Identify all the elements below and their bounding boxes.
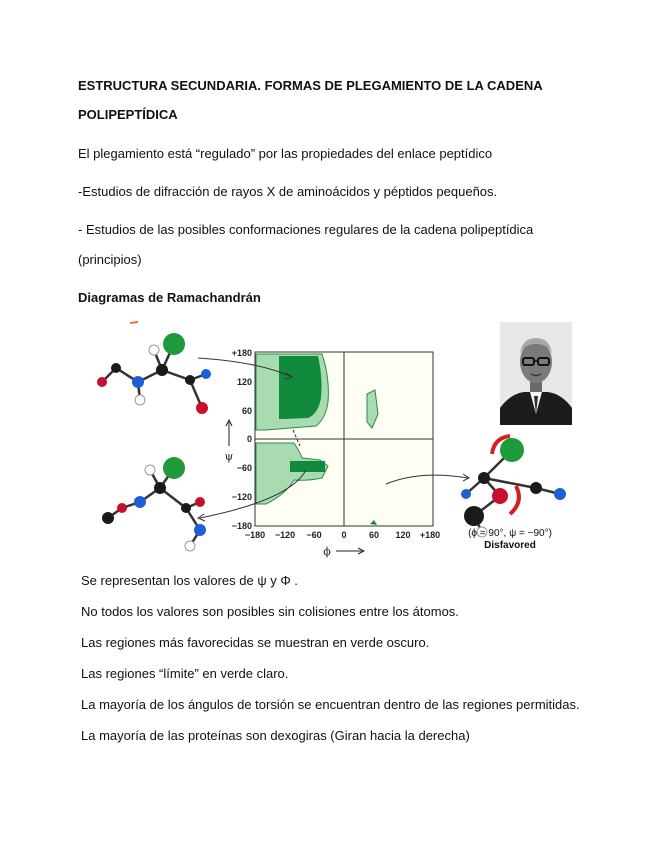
title-line-1: ESTRUCTURA SECUNDARIA. FORMAS DE PLEGAMIENTO DE LA CADENA (78, 78, 543, 93)
note-1: Se representan los valores de ψ y Φ . (81, 573, 298, 588)
beta-conformation-molecule (97, 333, 211, 414)
y-tick: −120 (231, 492, 252, 502)
y-tick: +180 (231, 348, 252, 358)
title-line-2: POLIPEPTÍDICA (78, 107, 178, 122)
alpha-conformation-molecule (102, 457, 206, 551)
intro-paragraph-3-continued: (principios) (78, 252, 142, 267)
y-tick: −180 (231, 521, 252, 531)
y-tick: 60 (241, 406, 252, 416)
x-tick: −120 (274, 530, 296, 540)
ramachandran-plot (255, 352, 433, 526)
y-tick: −60 (236, 463, 252, 473)
disfavored-label: Disfavored (484, 540, 536, 551)
clash-arc-bottom (510, 486, 519, 514)
disfavored-conformation-molecule (461, 436, 566, 537)
psi-axis-label: ψ (224, 450, 234, 463)
beta-favored-region (279, 356, 322, 419)
section-subheading: Diagramas de Ramachandrán (78, 290, 261, 305)
note-2: No todos los valores son posibles sin colisiones entre los átomos. (81, 604, 459, 619)
note-3: Las regiones más favorecidas se muestran en verde oscuro. (81, 635, 430, 650)
disfavored-values: (ϕ = 90°, ψ = −90°) (468, 528, 552, 539)
y-tick: 0 (246, 434, 252, 444)
x-tick: 0 (341, 530, 347, 540)
phi-axis-label: ϕ (323, 545, 331, 558)
note-4: Las regiones “límite” en verde claro. (81, 666, 289, 681)
stray-mark (130, 322, 138, 323)
x-tick: −180 (244, 530, 266, 540)
note-6: La mayoría de las proteínas son dexogiras (Giran hacia la derecha) (81, 728, 470, 743)
intro-paragraph-2: -Estudios de difracción de rayos X de aminoácidos y péptidos pequeños. (78, 184, 498, 199)
x-tick: +180 (419, 530, 441, 540)
x-tick: 60 (368, 530, 380, 540)
y-tick: 120 (236, 377, 252, 387)
note-5: La mayoría de los ángulos de torsión se encuentran dentro de las regiones permitidas. (81, 697, 580, 712)
x-tick: −60 (306, 530, 322, 540)
intro-paragraph-3: - Estudios de las posibles conformaciones regulares de la cadena polipeptídica (78, 222, 534, 237)
alpha-favored-region (290, 461, 325, 472)
x-tick: 120 (395, 530, 411, 540)
intro-paragraph-1: El plegamiento está “regulado” por las propiedades del enlace peptídico (78, 146, 493, 161)
ramachandran-portrait-photo (500, 322, 572, 425)
